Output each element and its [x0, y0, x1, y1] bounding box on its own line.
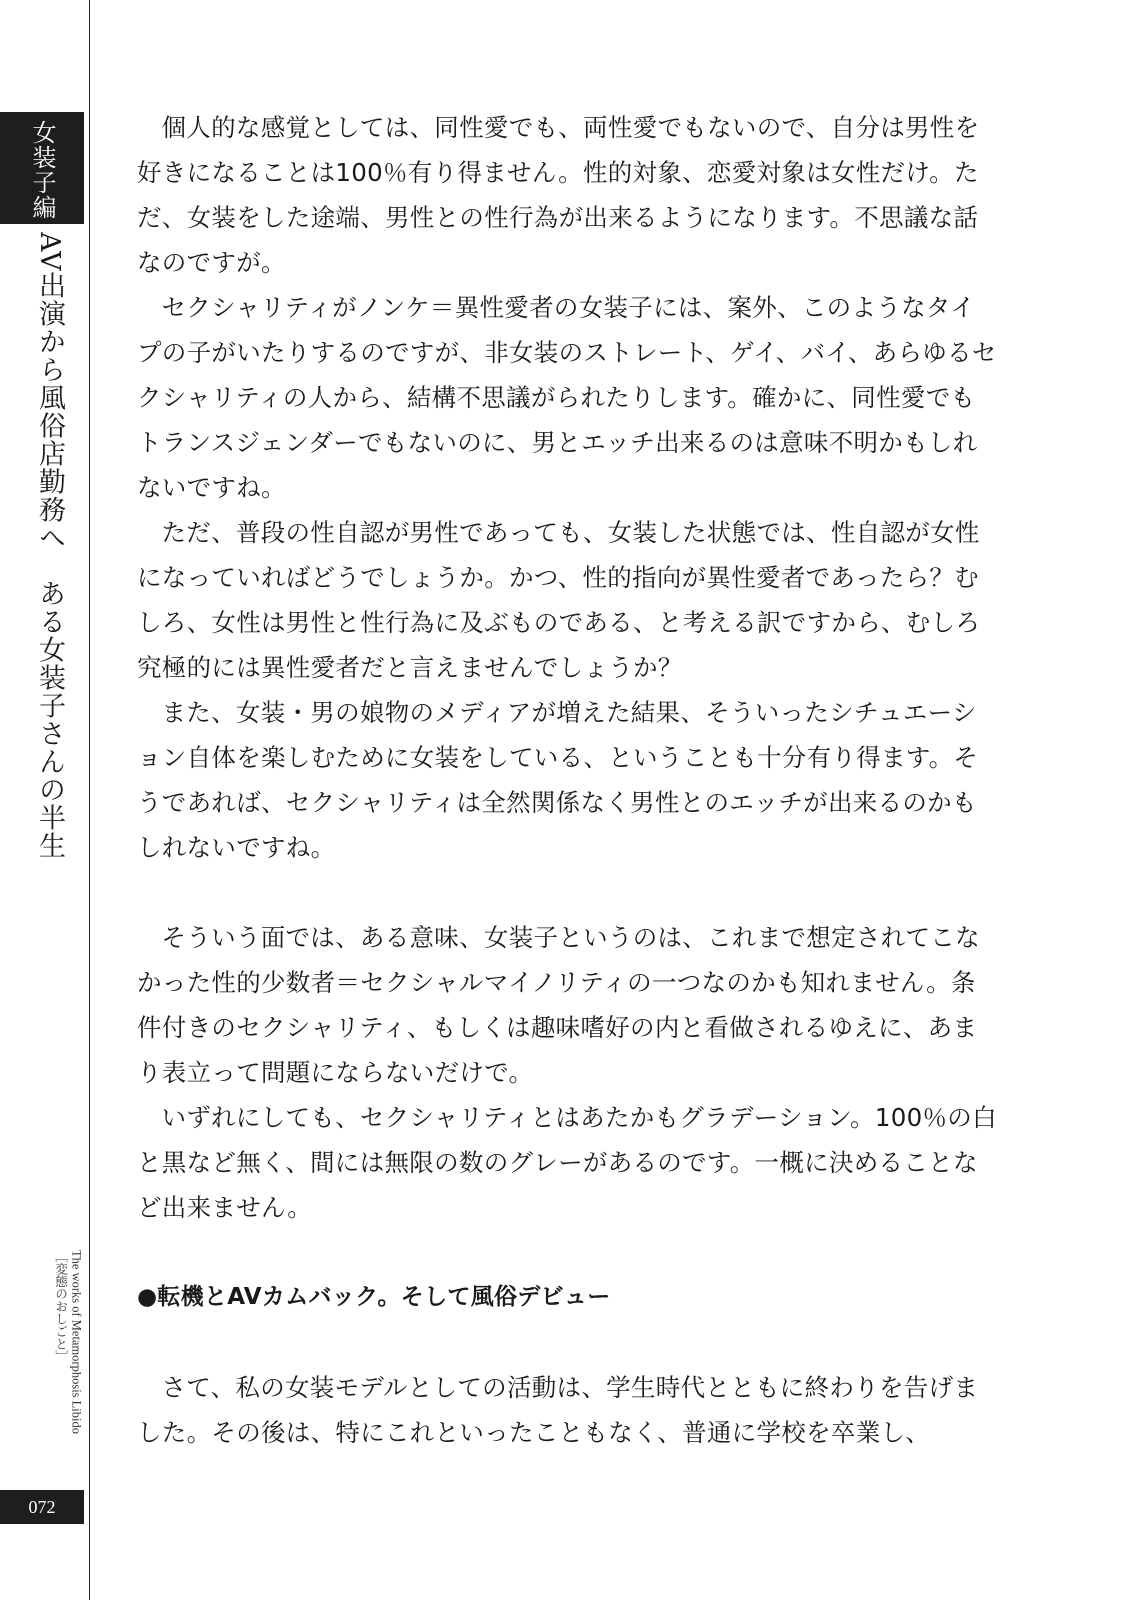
page-number: 072 [0, 1490, 84, 1524]
section-heading: ●転機とAVカムバック。そして風俗デビュー [137, 1284, 611, 1310]
paragraph: 個人的な感覚としては、同性愛でも、両性愛でもないので、自分は男性を好きになることは100％有り得ません。性的対象、恋愛対象は女性だけ。ただ、女装をした途端、男性との性行為が出来るようになります。不思議な話なのですが。 [137, 113, 980, 277]
section-tab [0, 112, 84, 224]
section-tab-label: 女装子編 [28, 120, 56, 220]
book-title [52, 1250, 83, 1434]
paragraph: いずれにしても、セクシャリティとはあたかもグラデーション。100％の白と黒など無く、間には無限の数のグレーがあるのです。一概に決めることなど出来ません。 [137, 1103, 997, 1222]
paragraph: そういう面では、ある意味、女装子というのは、これまで想定されてこなかった性的少数者＝セクシャルマイノリティの一つなのかも知れません。条件付きのセクシャリティ、もしくは趣味嗜好の内と看做されるゆえに、あまり表立って問題にならないだけで。 [137, 923, 980, 1087]
paragraph: セクシャリティがノンケ＝異性愛者の女装子には、案外、このようなタイプの子がいたりするのですが、非女装のストレート、ゲイ、バイ、あらゆるセクシャリティの人から、結構不思議がられたりします。確かに、同性愛でもトランスジェンダーでもないのに、男とエッチ出来るのは意味不明かもしれないですね。 [137, 293, 997, 502]
margin-rule [89, 0, 90, 1600]
paragraph-gap [137, 870, 997, 915]
article-body [137, 105, 997, 1455]
paragraph-gap [137, 1230, 997, 1275]
chapter-title: AV出演から風俗店勤務へ ある女装子さんの半生 [34, 232, 65, 860]
book-title-en: The works of Metamorphosis Libido [69, 1250, 84, 1435]
paragraph-gap [137, 1320, 997, 1365]
paragraph: ただ、普段の性自認が男性であっても、女装した状態では、性自認が女性になっていればどうでしょうか。かつ、性的指向が異性愛者であったら？むしろ、女性は男性と性行為に及ぶものである、と考える訳ですから、むしろ究極的には異性愛者だと言えませんでしょうか？ [137, 518, 981, 682]
paragraph: また、女装・男の娘物のメディアが増えた結果、そういったシチュエーション自体を楽しむために女装をしている、ということも十分有り得ます。そうであれば、セクシャリティは全然関係なく男性とのエッチが出来るのかもしれないですね。 [137, 698, 979, 862]
paragraph: さて、私の女装モデルとしての活動は、学生時代とともに終わりを告げました。その後は、特にこれといったこともなく、普通に学校を卒業し、 [137, 1373, 979, 1447]
book-title-jp: ［変態のおしごと］ [53, 1250, 68, 1363]
